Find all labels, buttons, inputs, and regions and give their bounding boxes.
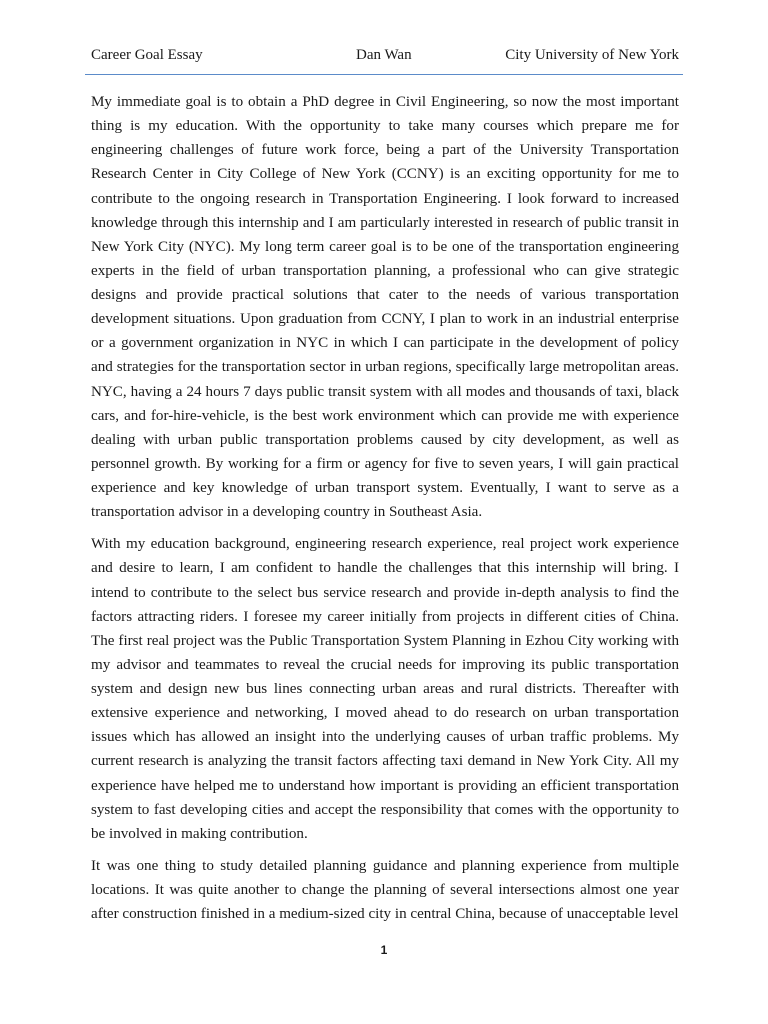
page-header bbox=[91, 45, 679, 67]
header-institution: City University of New York bbox=[505, 47, 679, 63]
essay-body bbox=[91, 90, 679, 934]
paragraph: My immediate goal is to obtain a PhD degree in Civil Engineering, so now the most important thing is my education. With the opportunity to take many courses which prepare me for engineering challenges of future work force, being a part of the University Transportation Research Center in City College of New York (CCNY) is an exciting opportunity for me to contribute to the ongoing research in Transportation Engineering. I look forward to increased knowledge through this internship and I am particularly interested in research of public transit in New York City (NYC). My long term career goal is to be one of the transportation engineering experts in the field of urban transportation planning, a professional who can give strategic designs and provide practical solutions that cater to the needs of various transportation development situations. Upon graduation from CCNY, I plan to work in an industrial enterprise or a government organization in NYC in which I can participate in the development of policy and strategies for the transportation sector in urban regions, specifically large metropolitan areas. NYC, having a 24 hours 7 days public transit system with all modes and thousands of taxi, black cars, and for-hire-vehicle, is the best work environment which can provide me with experience dealing with urban public transportation problems caused by city development, as well as personnel growth. By working for a firm or agency for five to seven years, I will gain practical experience and key knowledge of urban transport system. Eventually, I want to serve as a transportation advisor in a developing country in Southeast Asia. bbox=[91, 94, 679, 521]
paragraph: With my education background, engineering research experience, real project work experience and desire to learn, I am confident to handle the challenges that this internship will bring. I intend to contribute to the select bus service research and provide in-depth analysis to find the factors attracting riders. I foresee my career initially from projects in different cities of China. The first real project was the Public Transportation System Planning in Ezhou City working with my advisor and teammates to reveal the crucial needs for improving its public transportation system and design new bus lines connecting urban areas and rural districts. Thereafter with extensive experience and networking, I moved ahead to do research on urban transportation issues which has allowed an insight into the underlying causes of urban traffic problems. My current research is analyzing the transit factors affecting taxi demand in New York City. All my experience have helped me to understand how important is providing an efficient transportation system to fast developing cities and accept the responsibility that comes with the opportunity to be involved in making contribution. bbox=[91, 536, 679, 842]
header-author: Dan Wan bbox=[356, 47, 412, 63]
page-number: 1 bbox=[380, 943, 388, 957]
paragraph: It was one thing to study detailed planning guidance and planning experience from multiple locations. It was quite another to change the planning of several intersections almost one year after construction finished in a medium-sized city in central China, because of unacceptable level bbox=[91, 857, 679, 923]
header-divider bbox=[85, 74, 683, 75]
header-title: Career Goal Essay bbox=[91, 47, 203, 63]
